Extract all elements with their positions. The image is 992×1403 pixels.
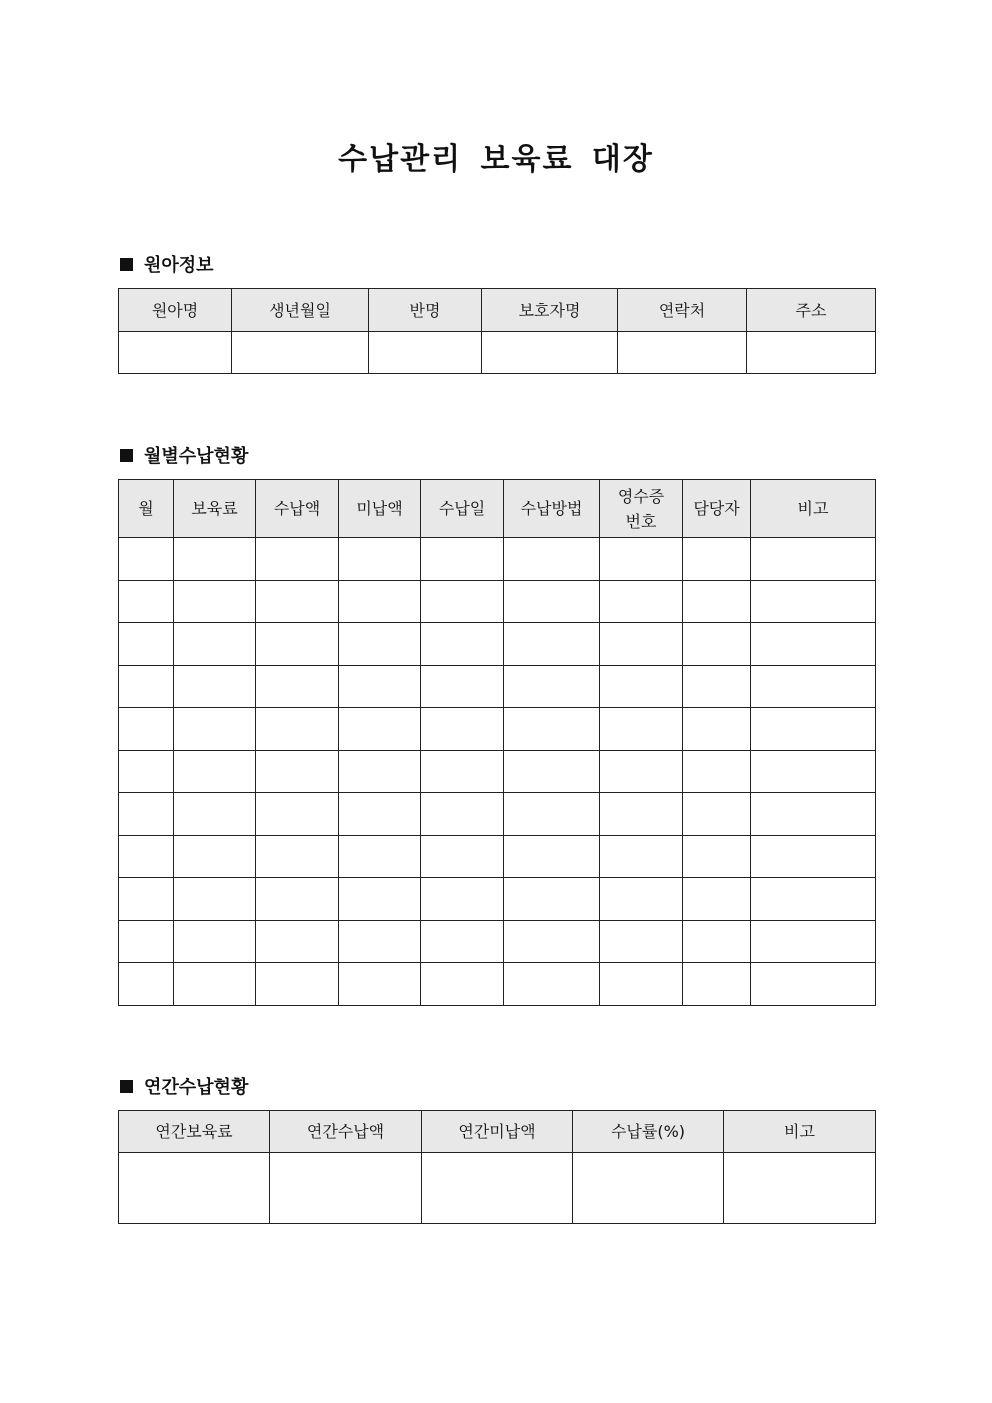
table-cell[interactable] xyxy=(174,623,256,666)
table-cell[interactable] xyxy=(256,708,339,751)
table-cell[interactable] xyxy=(683,708,751,751)
table-cell[interactable] xyxy=(421,623,504,666)
table-row xyxy=(119,538,876,581)
table-cell[interactable] xyxy=(482,332,618,374)
table-cell[interactable] xyxy=(683,750,751,793)
table-cell[interactable] xyxy=(747,332,876,374)
annual-payment-body xyxy=(119,1153,876,1224)
table-cell[interactable] xyxy=(421,580,504,623)
table-cell[interactable] xyxy=(232,332,369,374)
table-cell[interactable] xyxy=(683,793,751,836)
section-title: 연간수납현황 xyxy=(144,1077,249,1098)
table-cell[interactable] xyxy=(421,920,504,963)
table-cell[interactable] xyxy=(119,708,174,751)
table-row xyxy=(119,580,876,623)
table-cell[interactable] xyxy=(504,538,600,581)
table-cell[interactable] xyxy=(256,580,339,623)
table-cell[interactable] xyxy=(683,665,751,708)
table-cell[interactable] xyxy=(119,332,232,374)
table-cell[interactable] xyxy=(751,538,876,581)
table-row xyxy=(119,835,876,878)
table-cell[interactable] xyxy=(504,708,600,751)
header-cell: 주소 xyxy=(747,289,876,332)
header-cell: 수납액 xyxy=(256,480,339,538)
table-cell[interactable] xyxy=(174,708,256,751)
table-cell[interactable] xyxy=(421,750,504,793)
table-cell[interactable] xyxy=(119,665,174,708)
table-cell[interactable] xyxy=(600,623,683,666)
table-cell[interactable] xyxy=(339,835,421,878)
table-cell[interactable] xyxy=(600,708,683,751)
table-cell[interactable] xyxy=(174,750,256,793)
monthly-payment-table xyxy=(118,479,876,1006)
table-cell[interactable] xyxy=(600,580,683,623)
table-row xyxy=(119,920,876,963)
table-cell[interactable] xyxy=(174,835,256,878)
table-cell[interactable] xyxy=(421,708,504,751)
monthly-payment-body xyxy=(119,538,876,1006)
table-cell[interactable] xyxy=(119,878,174,921)
table-header-row xyxy=(119,289,876,332)
child-info-table xyxy=(118,288,876,374)
table-cell[interactable] xyxy=(751,750,876,793)
table-cell[interactable] xyxy=(421,835,504,878)
document-title: 수납관리 보육료 대장 xyxy=(338,142,654,177)
table-cell[interactable] xyxy=(174,878,256,921)
table-cell[interactable] xyxy=(751,963,876,1006)
table-cell[interactable] xyxy=(270,1153,422,1224)
table-cell[interactable] xyxy=(119,750,174,793)
table-cell[interactable] xyxy=(421,963,504,1006)
table-cell[interactable] xyxy=(119,835,174,878)
header-cell: 반명 xyxy=(369,289,482,332)
table-row xyxy=(119,708,876,751)
table-cell[interactable] xyxy=(119,623,174,666)
square-bullet-icon xyxy=(120,449,133,462)
table-cell[interactable] xyxy=(751,580,876,623)
header-cell: 연간미납액 xyxy=(422,1111,573,1153)
header-cell: 수납일 xyxy=(421,480,504,538)
table-cell[interactable] xyxy=(256,538,339,581)
table-cell[interactable] xyxy=(174,538,256,581)
table-row xyxy=(119,878,876,921)
table-cell[interactable] xyxy=(339,963,421,1006)
table-cell[interactable] xyxy=(683,835,751,878)
table-row xyxy=(119,623,876,666)
table-cell[interactable] xyxy=(600,538,683,581)
table-cell[interactable] xyxy=(683,538,751,581)
table-row xyxy=(119,793,876,836)
table-cell[interactable] xyxy=(119,1153,270,1224)
table-cell[interactable] xyxy=(174,963,256,1006)
table-cell[interactable] xyxy=(751,665,876,708)
table-cell[interactable] xyxy=(339,665,421,708)
header-cell: 수납률(%) xyxy=(573,1111,724,1153)
header-cell: 보육료 xyxy=(174,480,256,538)
table-cell[interactable] xyxy=(618,332,747,374)
table-cell[interactable] xyxy=(504,920,600,963)
table-cell[interactable] xyxy=(600,963,683,1006)
header-cell: 미납액 xyxy=(339,480,421,538)
table-cell[interactable] xyxy=(256,750,339,793)
table-cell[interactable] xyxy=(504,580,600,623)
square-bullet-icon xyxy=(120,258,133,271)
table-cell[interactable] xyxy=(724,1153,876,1224)
header-cell: 영수증 번호 xyxy=(600,480,683,538)
table-cell[interactable] xyxy=(256,793,339,836)
table-cell[interactable] xyxy=(683,623,751,666)
table-cell[interactable] xyxy=(421,793,504,836)
table-cell[interactable] xyxy=(339,580,421,623)
table-cell[interactable] xyxy=(683,963,751,1006)
table-cell[interactable] xyxy=(339,920,421,963)
table-cell[interactable] xyxy=(600,793,683,836)
header-cell: 비고 xyxy=(751,480,876,538)
table-row xyxy=(119,332,876,374)
table-cell[interactable] xyxy=(256,835,339,878)
table-cell[interactable] xyxy=(600,835,683,878)
table-cell[interactable] xyxy=(256,623,339,666)
table-cell[interactable] xyxy=(751,623,876,666)
table-cell[interactable] xyxy=(174,920,256,963)
section-title: 원아정보 xyxy=(144,255,214,276)
header-cell: 연간수납액 xyxy=(270,1111,422,1153)
table-cell[interactable] xyxy=(683,920,751,963)
table-cell[interactable] xyxy=(504,963,600,1006)
table-cell[interactable] xyxy=(119,580,174,623)
table-cell[interactable] xyxy=(174,793,256,836)
header-cell: 월 xyxy=(119,480,174,538)
table-cell[interactable] xyxy=(751,793,876,836)
table-cell[interactable] xyxy=(683,580,751,623)
table-cell[interactable] xyxy=(256,920,339,963)
table-cell[interactable] xyxy=(339,538,421,581)
table-cell[interactable] xyxy=(256,665,339,708)
header-cell: 수납방법 xyxy=(504,480,600,538)
annual-payment-section xyxy=(118,1074,875,1224)
table-cell[interactable] xyxy=(339,623,421,666)
table-cell[interactable] xyxy=(683,878,751,921)
header-cell: 비고 xyxy=(724,1111,876,1153)
table-row xyxy=(119,665,876,708)
table-cell[interactable] xyxy=(504,835,600,878)
table-row xyxy=(119,750,876,793)
header-cell: 보호자명 xyxy=(482,289,618,332)
table-cell[interactable] xyxy=(174,665,256,708)
table-cell[interactable] xyxy=(421,538,504,581)
table-cell[interactable] xyxy=(600,750,683,793)
table-cell[interactable] xyxy=(256,963,339,1006)
table-cell[interactable] xyxy=(174,580,256,623)
table-cell[interactable] xyxy=(339,793,421,836)
annual-payment-table xyxy=(118,1110,876,1224)
header-cell: 연간보육료 xyxy=(119,1111,270,1153)
square-bullet-icon xyxy=(120,1080,133,1093)
section-title: 월별수납현황 xyxy=(144,446,249,467)
child-info-body xyxy=(119,332,876,374)
table-cell[interactable] xyxy=(369,332,482,374)
table-cell[interactable] xyxy=(119,963,174,1006)
table-cell[interactable] xyxy=(504,793,600,836)
table-cell[interactable] xyxy=(600,665,683,708)
table-row xyxy=(119,963,876,1006)
table-cell[interactable] xyxy=(421,878,504,921)
monthly-payment-section xyxy=(118,443,875,1006)
section-heading xyxy=(118,252,875,276)
table-cell[interactable] xyxy=(339,878,421,921)
table-cell[interactable] xyxy=(339,708,421,751)
child-info-section xyxy=(118,252,875,374)
table-cell[interactable] xyxy=(751,878,876,921)
header-cell: 생년월일 xyxy=(232,289,369,332)
table-cell[interactable] xyxy=(573,1153,724,1224)
table-cell[interactable] xyxy=(751,708,876,751)
table-cell[interactable] xyxy=(119,538,174,581)
header-cell: 연락처 xyxy=(618,289,747,332)
table-header-row xyxy=(119,1111,876,1153)
table-cell[interactable] xyxy=(422,1153,573,1224)
header-cell: 담당자 xyxy=(683,480,751,538)
table-cell[interactable] xyxy=(504,750,600,793)
table-cell[interactable] xyxy=(504,623,600,666)
table-cell[interactable] xyxy=(751,920,876,963)
section-heading xyxy=(118,443,875,467)
table-row xyxy=(119,1153,876,1224)
table-cell[interactable] xyxy=(339,750,421,793)
header-cell: 원아명 xyxy=(119,289,232,332)
table-cell[interactable] xyxy=(600,878,683,921)
table-cell[interactable] xyxy=(504,665,600,708)
table-cell[interactable] xyxy=(421,665,504,708)
table-cell[interactable] xyxy=(600,920,683,963)
table-cell[interactable] xyxy=(256,878,339,921)
table-header-row xyxy=(119,480,876,538)
table-cell[interactable] xyxy=(119,920,174,963)
table-cell[interactable] xyxy=(751,835,876,878)
table-cell[interactable] xyxy=(119,793,174,836)
section-heading xyxy=(118,1074,875,1098)
table-cell[interactable] xyxy=(504,878,600,921)
